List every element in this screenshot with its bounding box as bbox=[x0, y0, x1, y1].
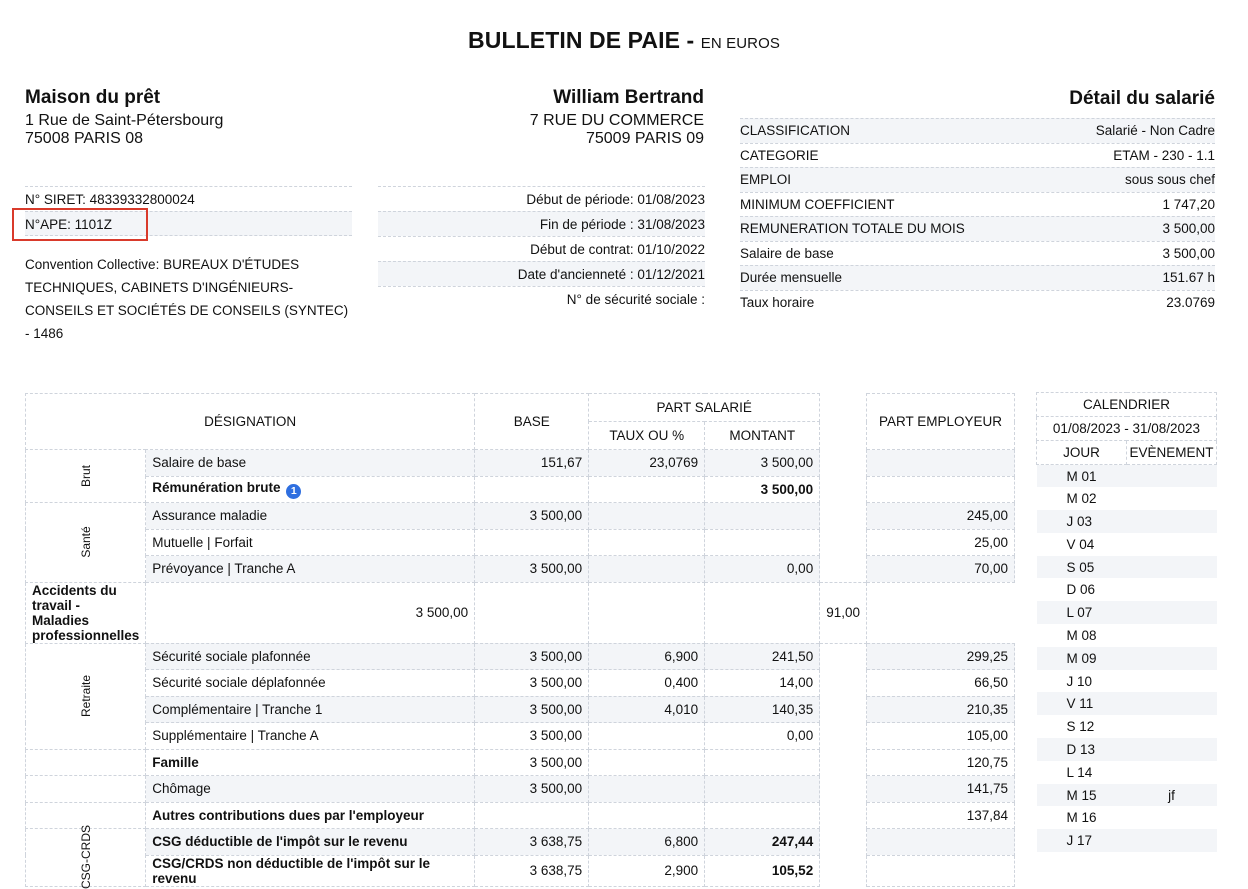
base-cell-text: 3 638,75 bbox=[529, 863, 583, 878]
designation-cell bbox=[146, 749, 475, 776]
detail-value: 151.67 h bbox=[1162, 270, 1215, 285]
montant-cell bbox=[589, 582, 705, 643]
designation-cell-text: Prévoyance | Tranche A bbox=[152, 561, 296, 577]
designation-cell-text: Accidents du travail - Maladies professionnelles bbox=[32, 582, 140, 643]
calendar-day: L 14 bbox=[1066, 764, 1093, 780]
employee-address-1: 7 RUE DU COMMERCE bbox=[529, 112, 704, 129]
designation-cell-text: Supplémentaire | Tranche A bbox=[152, 728, 319, 744]
designation-cell-text: Assurance maladie bbox=[152, 508, 268, 524]
taux-cell bbox=[589, 696, 705, 723]
montant-cell bbox=[705, 855, 820, 886]
calendar-event bbox=[1127, 715, 1217, 738]
category-text: Santé bbox=[78, 526, 93, 558]
detail-row bbox=[740, 167, 1215, 192]
base-cell bbox=[475, 556, 589, 583]
category-text: Retraite bbox=[78, 674, 93, 718]
taux-cell-text: 23,0769 bbox=[649, 455, 699, 471]
calendar-day: M 02 bbox=[1066, 491, 1097, 507]
taux-cell bbox=[475, 582, 589, 643]
montant-cell bbox=[705, 802, 820, 829]
calendar-event bbox=[1127, 533, 1217, 556]
designation-cell-text: Sécurité sociale déplafonnée bbox=[152, 675, 326, 691]
detail-title: Détail du salarié bbox=[1069, 88, 1215, 109]
designation-cell-text: Famille bbox=[152, 754, 199, 770]
calendar-event bbox=[1127, 647, 1217, 670]
taux-cell-text: 6,900 bbox=[664, 648, 699, 664]
montant-cell bbox=[705, 529, 820, 556]
taux-cell bbox=[589, 476, 705, 503]
montant-cell bbox=[705, 643, 820, 670]
taux-cell bbox=[589, 670, 705, 697]
col-base: BASE bbox=[475, 394, 589, 450]
employer-address-2: 75008 PARIS 08 bbox=[25, 130, 144, 147]
designation-cell-text: CSG déductible de l'impôt sur le revenu bbox=[152, 834, 408, 850]
base-cell bbox=[475, 670, 589, 697]
calendar-event bbox=[1127, 510, 1217, 533]
calendar-day: M 09 bbox=[1037, 647, 1127, 670]
employee-address-2: 75009 PARIS 09 bbox=[585, 130, 704, 147]
taux-cell bbox=[589, 529, 705, 556]
base-cell bbox=[475, 643, 589, 670]
detail-value: 3 500,00 bbox=[1162, 245, 1215, 261]
montant-cell bbox=[705, 829, 820, 856]
employeur-cell: 137,84 bbox=[867, 802, 1015, 829]
calendar-event bbox=[1127, 670, 1217, 693]
calendar-day: J 03 bbox=[1037, 510, 1127, 533]
employeur-cell bbox=[867, 855, 1015, 886]
montant-cell bbox=[705, 556, 820, 583]
table-row bbox=[26, 450, 1015, 477]
calendar-day-row bbox=[1037, 487, 1217, 510]
base-cell bbox=[475, 723, 589, 750]
calendar-event bbox=[1127, 806, 1217, 829]
taux-cell bbox=[589, 855, 705, 886]
employee-name: William Bertrand bbox=[553, 87, 704, 108]
base-cell-text: 3 638,75 bbox=[529, 834, 583, 850]
contract-start: Début de contrat: 01/10/2022 bbox=[378, 236, 705, 261]
col-taux: TAUX OU % bbox=[589, 422, 705, 450]
employer-address-1: 1 Rue de Saint-Pétersbourg bbox=[25, 112, 224, 129]
employee-block bbox=[378, 87, 704, 148]
designation-cell bbox=[146, 829, 475, 856]
table-row bbox=[26, 503, 1015, 530]
montant-cell bbox=[705, 776, 820, 803]
calendar-title: CALENDRIER bbox=[1037, 393, 1217, 417]
calendar-day-row bbox=[1037, 670, 1217, 693]
detail-label: Salaire de base bbox=[740, 245, 834, 261]
detail-row bbox=[740, 216, 1215, 241]
base-cell bbox=[475, 829, 589, 856]
table-row bbox=[26, 855, 1015, 886]
table-row bbox=[26, 776, 1015, 803]
table-row bbox=[26, 696, 1015, 723]
ape-code: N°APE: 1101Z bbox=[25, 211, 352, 236]
employeur-cell: 25,00 bbox=[867, 529, 1015, 556]
calendar-day-row bbox=[1037, 738, 1217, 761]
calendar-day: L 07 bbox=[1037, 601, 1127, 624]
taux-cell-text: 0,400 bbox=[664, 675, 699, 691]
base-cell bbox=[146, 582, 475, 643]
calendar-event bbox=[1127, 578, 1217, 601]
designation-cell bbox=[26, 582, 146, 643]
siret: N° SIRET: 48339332800024 bbox=[25, 186, 352, 211]
designation-cell bbox=[146, 556, 475, 583]
calendar-day: M 15 bbox=[1037, 784, 1127, 807]
base-cell-text: 3 500,00 bbox=[529, 754, 583, 770]
col-designation: DÉSIGNATION bbox=[26, 394, 475, 450]
seniority-date: Date d'ancienneté : 01/12/2021 bbox=[378, 261, 705, 286]
designation-cell-text: Rémunération brute bbox=[152, 479, 281, 495]
designation-cell bbox=[146, 723, 475, 750]
calendar-day: S 12 bbox=[1066, 719, 1095, 735]
calendar-event bbox=[1127, 465, 1217, 488]
taux-cell-text: 2,900 bbox=[664, 863, 699, 878]
detail-row bbox=[740, 192, 1215, 217]
designation-cell bbox=[146, 643, 475, 670]
employeur-cell: 120,75 bbox=[867, 749, 1015, 776]
social-security-number: N° de sécurité sociale : bbox=[378, 286, 705, 311]
montant-cell bbox=[705, 450, 820, 477]
base-cell-text: 3 500,00 bbox=[529, 701, 583, 717]
base-cell bbox=[475, 476, 589, 503]
montant-cell-text: 247,44 bbox=[771, 834, 814, 850]
title-sub: EN EUROS bbox=[700, 35, 780, 52]
calendar-event: jf bbox=[1127, 784, 1217, 807]
category-text: Brut bbox=[78, 464, 93, 488]
employeur-cell: 70,00 bbox=[867, 556, 1015, 583]
designation-cell bbox=[146, 503, 475, 530]
period-end: Fin de période : 31/08/2023 bbox=[378, 211, 705, 236]
table-row bbox=[26, 749, 1015, 776]
detail-row bbox=[740, 118, 1215, 143]
designation-cell-text: Complémentaire | Tranche 1 bbox=[152, 701, 323, 717]
base-cell-text: 3 500,00 bbox=[529, 648, 583, 664]
category-empty bbox=[26, 776, 146, 803]
calendar-day-row bbox=[1037, 715, 1217, 738]
employeur-cell bbox=[867, 450, 1015, 477]
designation-cell bbox=[146, 476, 475, 503]
base-cell bbox=[475, 450, 589, 477]
taux-cell bbox=[589, 776, 705, 803]
employeur-cell: 91,00 bbox=[820, 582, 867, 643]
taux-cell bbox=[589, 749, 705, 776]
category-label bbox=[26, 825, 146, 889]
calendar-day: M 01 bbox=[1037, 465, 1127, 488]
table-row bbox=[26, 529, 1015, 556]
designation-cell bbox=[146, 802, 475, 829]
base-cell bbox=[475, 776, 589, 803]
calendar-day-row bbox=[1037, 601, 1217, 624]
base-cell-text: 3 500,00 bbox=[529, 561, 583, 577]
employer-block bbox=[25, 87, 355, 148]
detail-label: MINIMUM COEFFICIENT bbox=[740, 196, 895, 212]
employee-detail bbox=[740, 88, 1215, 314]
detail-row bbox=[740, 265, 1215, 290]
detail-value: sous sous chef bbox=[1124, 172, 1215, 187]
montant-cell bbox=[705, 696, 820, 723]
calendar-range: 01/08/2023 - 31/08/2023 bbox=[1037, 417, 1217, 441]
info-badge[interactable]: 1 bbox=[286, 484, 301, 499]
detail-value: ETAM - 230 - 1.1 bbox=[1113, 147, 1215, 163]
category-text: CSG-CRDS bbox=[78, 825, 93, 889]
detail-label: CATEGORIE bbox=[740, 147, 819, 163]
table-row bbox=[26, 829, 1015, 856]
taux-cell bbox=[589, 643, 705, 670]
montant-cell bbox=[705, 503, 820, 530]
category-empty bbox=[26, 749, 146, 776]
designation-cell-text: Sécurité sociale plafonnée bbox=[152, 648, 311, 664]
calendar-day-row bbox=[1037, 761, 1217, 784]
designation-cell-text: CSG/CRDS non déductible de l'impôt sur le revenu bbox=[152, 855, 431, 886]
employeur-cell: 245,00 bbox=[867, 503, 1015, 530]
calendar-event bbox=[1127, 829, 1217, 852]
calendar-day: D 06 bbox=[1066, 582, 1096, 598]
calendar-day-row bbox=[1037, 465, 1217, 488]
taux-cell bbox=[589, 829, 705, 856]
montant-cell-text: 0,00 bbox=[786, 561, 814, 577]
designation-cell-text: Mutuelle | Forfait bbox=[152, 534, 253, 550]
detail-value: 1 747,20 bbox=[1162, 196, 1215, 212]
employer-name: Maison du prêt bbox=[25, 87, 161, 108]
base-cell bbox=[475, 503, 589, 530]
calendar-day: J 10 bbox=[1066, 673, 1093, 689]
designation-cell bbox=[146, 855, 475, 886]
designation-cell bbox=[146, 670, 475, 697]
period-block bbox=[378, 186, 705, 311]
base-cell-text: 3 500,00 bbox=[529, 781, 583, 797]
base-cell bbox=[475, 855, 589, 886]
period-start: Début de période: 01/08/2023 bbox=[378, 186, 705, 211]
calendar-col-day: JOUR bbox=[1037, 441, 1127, 465]
calendar-col-event: EVÈNEMENT bbox=[1127, 441, 1217, 465]
employeur-cell: 299,25 bbox=[867, 643, 1015, 670]
taux-cell-text: 4,010 bbox=[664, 701, 699, 717]
table-row bbox=[26, 582, 1015, 643]
detail-label: Durée mensuelle bbox=[740, 270, 843, 285]
calendar-day: J 17 bbox=[1037, 829, 1127, 852]
montant-cell-text: 3 500,00 bbox=[760, 481, 814, 497]
base-cell-text: 3 500,00 bbox=[529, 728, 583, 744]
montant-cell-text: 0,00 bbox=[786, 728, 814, 744]
employeur-cell bbox=[867, 829, 1015, 856]
col-montant: MONTANT bbox=[705, 422, 820, 450]
ape-highlight-box bbox=[12, 208, 148, 241]
col-part-salarie: PART SALARIÉ bbox=[589, 394, 820, 422]
category-label bbox=[26, 450, 146, 503]
taux-cell-text: 6,800 bbox=[664, 834, 699, 850]
montant-cell bbox=[705, 723, 820, 750]
calendar-day-row bbox=[1037, 556, 1217, 579]
detail-row bbox=[740, 143, 1215, 168]
detail-label: REMUNERATION TOTALE DU MOIS bbox=[740, 221, 965, 236]
taux-cell bbox=[589, 503, 705, 530]
calendar-day-row bbox=[1037, 578, 1217, 601]
designation-cell bbox=[146, 529, 475, 556]
base-cell bbox=[475, 529, 589, 556]
designation-cell bbox=[146, 776, 475, 803]
montant-cell bbox=[705, 749, 820, 776]
calendar-event bbox=[1127, 738, 1217, 761]
calendar-event bbox=[1127, 692, 1217, 715]
calendar-day: V 11 bbox=[1037, 692, 1127, 715]
montant-cell-text: 241,50 bbox=[771, 648, 814, 664]
table-row bbox=[26, 643, 1015, 670]
calendar-day: S 05 bbox=[1037, 556, 1127, 579]
page-title bbox=[0, 27, 1248, 54]
base-cell-text: 3 500,00 bbox=[529, 675, 583, 691]
convention-collective: Convention Collective: BUREAUX D'ÉTUDES TECHNIQUES, CABINETS D'INGÉNIEURS-CONSEILS ET SOCIÉTÉS DE CONSEILS (SYNTEC) - 1486 bbox=[25, 257, 349, 341]
employeur-cell: 66,50 bbox=[867, 670, 1015, 697]
calendar-day-row bbox=[1037, 784, 1217, 807]
detail-row bbox=[740, 290, 1215, 315]
calendar-day-row bbox=[1037, 533, 1217, 556]
table-row bbox=[26, 723, 1015, 750]
designation-cell bbox=[146, 450, 475, 477]
calendar-day-row bbox=[1037, 510, 1217, 533]
calendar-day-row bbox=[1037, 829, 1217, 852]
category-label bbox=[26, 503, 146, 583]
montant-cell-text: 140,35 bbox=[771, 701, 814, 717]
montant-cell-text: 3 500,00 bbox=[760, 455, 814, 471]
detail-label: CLASSIFICATION bbox=[740, 123, 851, 138]
taux-cell bbox=[589, 723, 705, 750]
calendar-event bbox=[1127, 487, 1217, 510]
payslip-table bbox=[25, 393, 1015, 887]
designation-cell-text: Autres contributions dues par l'employeur bbox=[152, 807, 425, 823]
base-cell bbox=[475, 802, 589, 829]
title-main: BULLETIN DE PAIE - bbox=[468, 27, 701, 53]
calendar-event bbox=[1127, 556, 1217, 579]
employeur-cell: 141,75 bbox=[867, 776, 1015, 803]
table-row bbox=[26, 670, 1015, 697]
table-row bbox=[26, 556, 1015, 583]
detail-value: 3 500,00 bbox=[1162, 221, 1215, 236]
calendar-day: M 16 bbox=[1066, 810, 1097, 826]
calendar-day: D 13 bbox=[1037, 738, 1127, 761]
detail-value: 23.0769 bbox=[1166, 294, 1215, 310]
montant-cell-text: 105,52 bbox=[771, 863, 814, 878]
base-cell-text: 3 500,00 bbox=[415, 605, 469, 620]
montant-cell bbox=[705, 670, 820, 697]
taux-cell bbox=[589, 450, 705, 477]
detail-label: Taux horaire bbox=[740, 294, 815, 310]
employeur-cell: 105,00 bbox=[867, 723, 1015, 750]
base-cell bbox=[475, 696, 589, 723]
montant-cell-text: 14,00 bbox=[779, 675, 814, 691]
calendar-event bbox=[1127, 624, 1217, 647]
detail-row bbox=[740, 241, 1215, 266]
table-row bbox=[26, 802, 1015, 829]
employeur-cell: 210,35 bbox=[867, 696, 1015, 723]
taux-cell bbox=[589, 802, 705, 829]
base-cell bbox=[475, 749, 589, 776]
designation-cell bbox=[146, 696, 475, 723]
designation-cell-text: Chômage bbox=[152, 781, 211, 797]
calendar bbox=[1036, 392, 1217, 852]
calendar-day-row bbox=[1037, 624, 1217, 647]
base-cell-text: 3 500,00 bbox=[529, 508, 583, 524]
calendar-day: M 08 bbox=[1066, 627, 1097, 643]
calendar-day-row bbox=[1037, 692, 1217, 715]
detail-value: Salarié - Non Cadre bbox=[1095, 123, 1215, 138]
employeur-cell bbox=[867, 476, 1015, 503]
detail-label: EMPLOI bbox=[740, 172, 792, 187]
montant-cell bbox=[705, 476, 820, 503]
base-cell-text: 151,67 bbox=[540, 455, 583, 471]
calendar-event bbox=[1127, 601, 1217, 624]
calendar-day-row bbox=[1037, 647, 1217, 670]
col-part-employeur: PART EMPLOYEUR bbox=[867, 394, 1015, 450]
category-label bbox=[26, 643, 146, 749]
taux-cell bbox=[589, 556, 705, 583]
table-row bbox=[26, 476, 1015, 503]
calendar-day-row bbox=[1037, 806, 1217, 829]
calendar-event bbox=[1127, 761, 1217, 784]
calendar-day: V 04 bbox=[1066, 536, 1095, 552]
designation-cell-text: Salaire de base bbox=[152, 455, 247, 471]
